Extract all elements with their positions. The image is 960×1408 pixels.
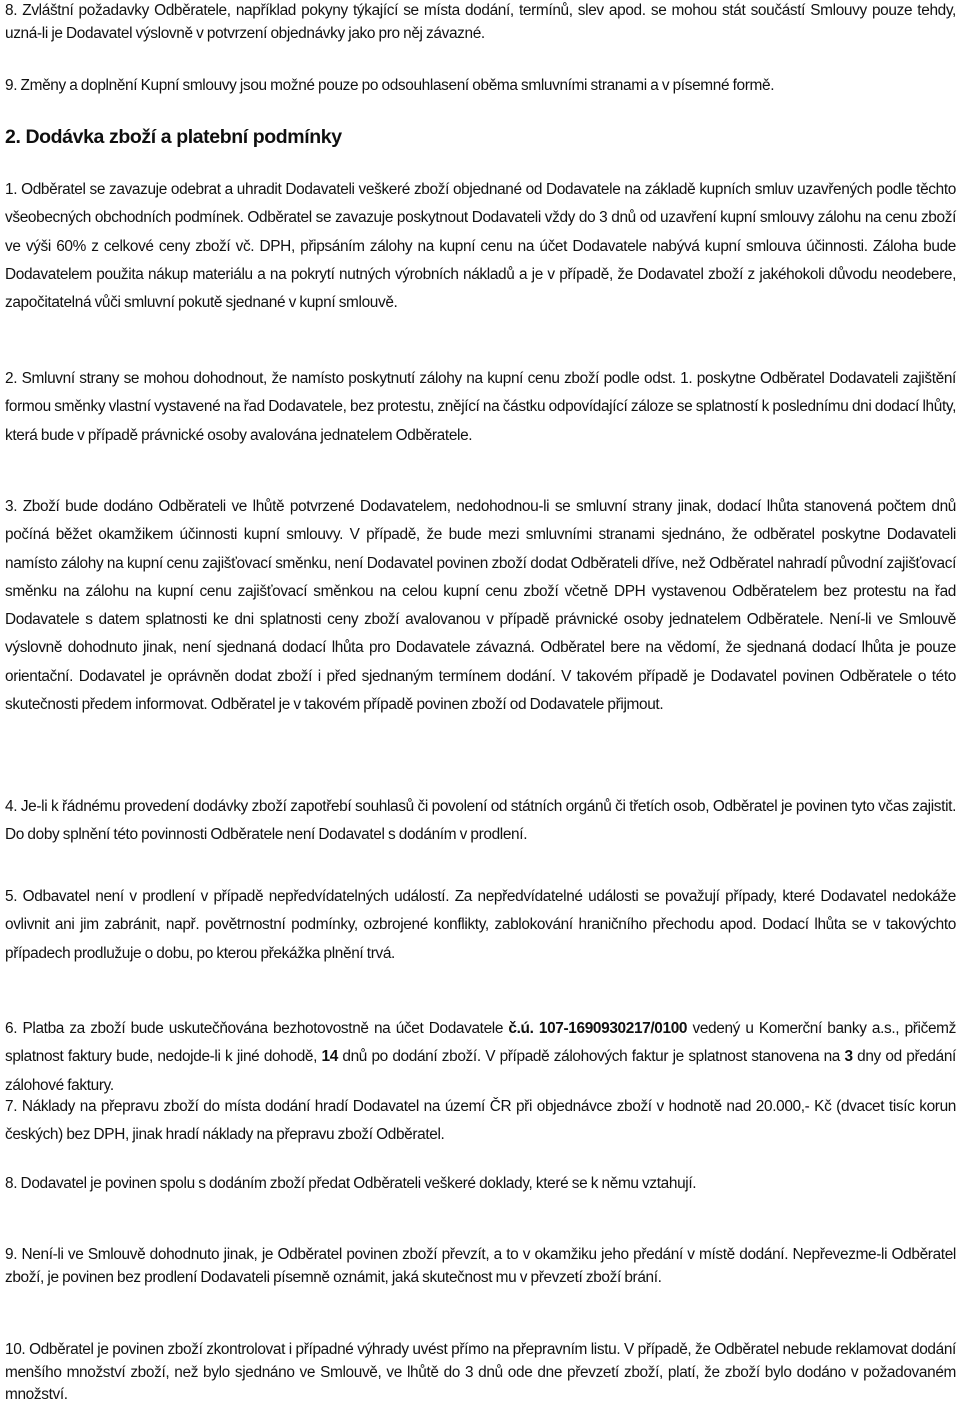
section2-clause-2: 2. Smluvní strany se mohou dohodnout, že namísto poskytnutí zálohy na kupní cenu zboží podle odst. 1. poskytne Odběratel Dodavateli zajištění formou směnky vlastní vystavené na řad Dodavatele, bez protestu, znějící na částku odpovídající záloze se splatností k poslednímu dni dodací lhůty, která bude v případě právnické osoby avalována jednatelem Odběratele. — [5, 370, 956, 444]
account-number: 107-1690930217/0100 — [533, 1020, 688, 1037]
account-label: č.ú. — [508, 1020, 534, 1037]
section2-clause-4: 4. Je-li k řádnému provedení dodávky zboží zapotřebí souhlasů či povolení od státních orgánů či třetích osob, Odběratel je povinen tyto včas zajistit. Do doby splnění této povinnosti Odběratele není Dodavatel s dodáním v prodlení. — [5, 798, 956, 844]
section2-clause-5: 5. Odbavatel není v prodlení v případě nepředvídatelných událostí. Za nepředvídatelné události se považují případy, které Dodavatel nedokáže ovlivnit ani jim zabránit, např. povětrnostní podmínky, ozbrojené konflikty, zablokování hraničního přechodu apod. Dodací lhůta se v takovýchto případech prodlužuje o dobu, po kterou překážka plnění trvá. — [5, 888, 956, 962]
advance-due-days: 3 — [844, 1048, 853, 1066]
section2-clause-3: 3. Zboží bude dodáno Odběrateli ve lhůtě potvrzené Dodavatelem, nedohodnou-li se smluvní strany jinak, dodací lhůta stanovená počtem dnů počíná běžet okamžikem účinnosti kupní smlouvy. V případě, že bude mezi smluvními stranami sjednáno, že odběratel poskytne Dodavateli namísto zálohy na kupní cenu zajišťovací směnku, není Dodavatel povinen zboží dodat Odběrateli dříve, než Odběratel nahradí původní zajišťovací směnku na zálohu na kupní cenu zajišťovací směnkou na celou kupní cenu zboží včetně DPH vystavenou Odběratelem bez protestu na řad Dodavatele s datem splatnosti ke dni splatnosti ceny zboží avalovanou v případě právnické osoby jednatelem Odběratele. Není-li ve Smlouvě výslovně dohodnuto jinak, není sjednaná dodací lhůta pro Dodavatele závazná. Odběratel bere na vědomí, že sjednaná dodací lhůta je pouze orientační. Dodavatel je oprávněn dodat zboží i před sjednaným termínem dodání. V takovém případě je Dodavatel povinen Odběratele o této skutečnosti předem informovat. Odběratel je v takovém případě povinen zboží od Dodavatele přijmout. — [5, 498, 956, 714]
section2-clause-9: 9. Není-li ve Smlouvě dohodnuto jinak, je Odběratel povinen zboží převzít, a to v okamžiku jeho předání v místě dodání. Nepřevezme-li Odběratel zboží, je povinen bez prodlení Dodavateli písemně oznámit, jaká skutečnost mu v převzetí zboží brání. — [5, 1246, 956, 1286]
clause-8: 8. Zvláštní požadavky Odběratele, například pokyny týkající se místa dodání, termínů, slev apod. se mohou stát součástí Smlouvy pouze tehdy, uzná-li je Dodavatel výslovně v potvrzení objednávky jako pro něj závazné. — [5, 2, 956, 42]
section2-clause-7: 7. Náklady na přepravu zboží do místa dodání hradí Dodavatel na území ČR při objednávce zboží v hodnotě nad 20.000,- Kč (dvacet tisíc korun českých) bez DPH, jinak hradí náklady na přepravu zboží Odběratel. — [5, 1098, 956, 1144]
clause-6-text-b: vedený u Komerční banky a.s., přičemž splatnost faktury bude, nedojde-li k jiné dohodě, — [5, 1020, 956, 1066]
clause-6-text-c: dnů po dodání zboží. V případě zálohových faktur je splatnost stanovena na — [337, 1048, 845, 1066]
section2-clause-8: 8. Dodavatel je povinen spolu s dodáním zboží předat Odběrateli veškeré doklady, které se k němu vztahují. — [5, 1175, 697, 1192]
clause-6-text-d: dny od předání zálohové faktury. — [5, 1048, 956, 1094]
due-days: 14 — [321, 1048, 338, 1066]
section2-clause-10: 10. Odběratel je povinen zboží zkontrolovat i případné výhrady uvést přímo na přepravním listu. V případě, že Odběratel nebude reklamovat dodání menšího množství zboží, než bylo sjednáno ve Smlouvě, ve lhůtě do 3 dnů ode dne převzetí zboží, platí, že zboží bylo dodáno v požadovaném množství. — [5, 1341, 956, 1403]
section-heading: 2. Dodávka zboží a platební podmínky — [5, 126, 342, 148]
clause-9: 9. Změny a doplnění Kupní smlouvy jsou možné pouze po odsouhlasení oběma smluvními stranami a v písemné formě. — [5, 77, 775, 94]
section2-clause-6 — [5, 1015, 956, 1100]
clause-6-text-a: 6. Platba za zboží bude uskutečňována bezhotovostně na účet Dodavatele — [5, 1020, 509, 1037]
section2-clause-1: 1. Odběratel se zavazuje odebrat a uhradit Dodavateli veškeré zboží objednané od Dodavatele na základě kupních smluv uzavřených podle těchto všeobecných obchodních podmínek. Odběratel se zavazuje poskytnout Dodavateli vždy do 3 dnů od uzavření kupní smlouvy zálohu na cenu zboží ve výši 60% z celkové ceny zboží vč. DPH, připsáním zálohy na kupní cenu na účet Dodavatele nabývá kupní smlouva účinnosti. Záloha bude Dodavatelem použita nákup materiálu a na pokrytí nutných výrobních nákladů a je v případě, že Dodavatel zboží z jakéhokoli důvodu neodebere, započitatelná vůči smluvní pokutě sjednané v kupní smlouvě. — [5, 181, 956, 312]
